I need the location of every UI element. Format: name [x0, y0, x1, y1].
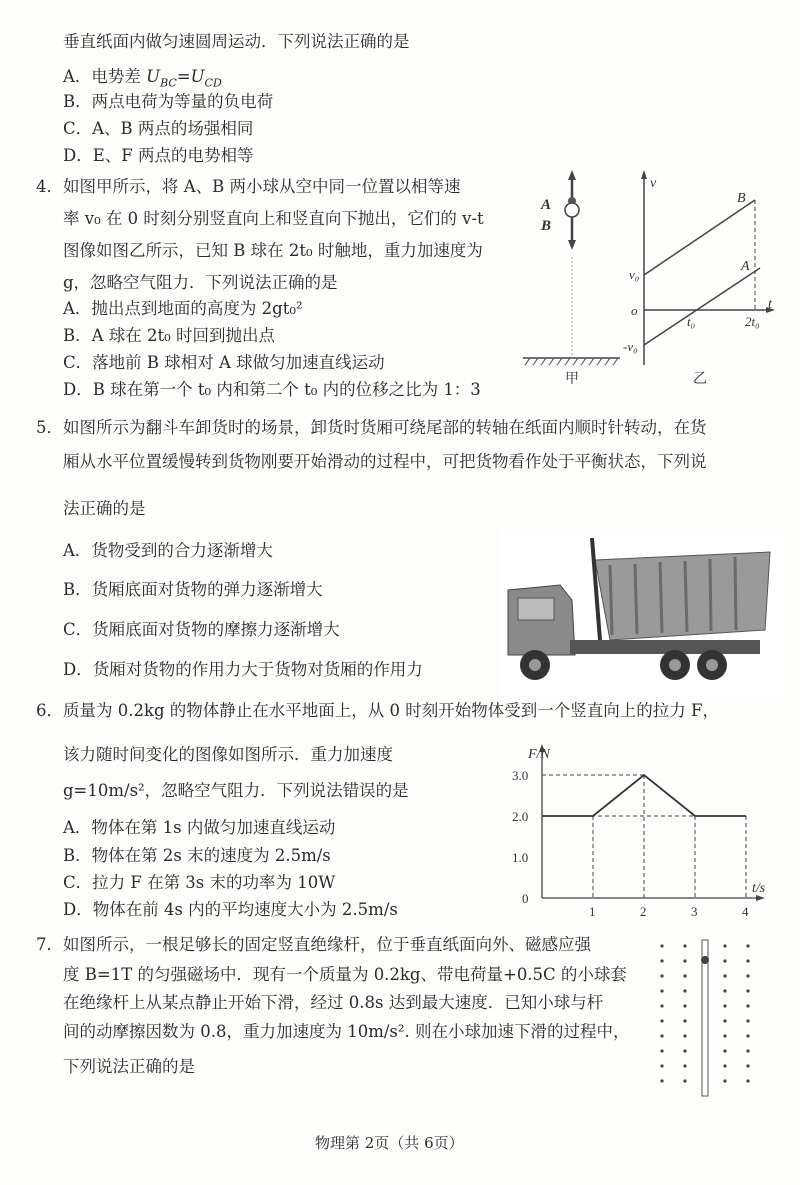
field-dot: [683, 974, 686, 977]
field-dot: [660, 944, 663, 947]
field-dot: [660, 989, 663, 992]
field-dot: [746, 1019, 749, 1022]
field-dot: [746, 989, 749, 992]
q4-stem-line: 率 v₀ 在 0 时刻分别竖直向上和竖直向下抛出，它们的 v-t: [63, 209, 484, 228]
field-dot: [723, 1019, 726, 1022]
field-dot: [723, 1079, 726, 1082]
field-dot: [746, 1079, 749, 1082]
q4-option-c: C．落地前 B 球相对 A 球做匀加速直线运动: [63, 353, 385, 372]
q7-stem-line: 如图所示，一根足够长的固定竖直绝缘杆，位于垂直纸面向外、磁感应强: [63, 935, 591, 954]
field-dot: [660, 1004, 663, 1007]
field-dot: [723, 974, 726, 977]
truck-bed: [595, 552, 770, 640]
field-dot: [660, 1064, 663, 1067]
field-dot: [746, 1004, 749, 1007]
y-tick-label: 3.0: [512, 768, 529, 783]
field-dot: [660, 1079, 663, 1082]
charged-ball: [701, 956, 709, 964]
force-time-chart: [490, 740, 780, 925]
q6-option-a: A．物体在第 1s 内做匀加速直线运动: [63, 818, 336, 837]
field-dot: [683, 1064, 686, 1067]
q3-option-d: D．E、F 两点的电势相等: [63, 146, 254, 165]
q5-option-b: B．货厢底面对货物的弹力逐渐增大: [63, 580, 323, 599]
q4-stem-line: 图像如图乙所示，已知 B 球在 2t₀ 时触地，重力加速度为: [63, 241, 483, 260]
q6-option-b: B．物体在第 2s 末的速度为 2.5m/s: [63, 846, 331, 865]
field-dot: [660, 974, 663, 977]
q7-stem-line: 间的动摩擦因数为 0.8，重力加速度为 10m/s². 则在小球加速下滑的过程中，: [63, 1022, 630, 1041]
neg-v0-label: -v₀: [623, 339, 638, 354]
field-dot: [683, 1034, 686, 1037]
field-dot: [683, 1004, 686, 1007]
field-dot: [660, 1019, 663, 1022]
q5-option-c: C．货厢底面对货物的摩擦力逐渐增大: [63, 620, 340, 639]
field-dot: [723, 1004, 726, 1007]
equals: =: [176, 67, 191, 86]
q6-stem-line: 该力随时间变化的图像如图所示．重力加速度: [63, 745, 393, 764]
y-tick-label: 2.0: [512, 809, 529, 824]
x-tick-label: 3: [691, 904, 698, 919]
caption-yi: 乙: [693, 372, 707, 387]
subscript: BC: [160, 76, 177, 90]
vt-graph: [623, 170, 775, 387]
q4-stem-line: g，忽略空气阻力．下列说法正确的是: [63, 273, 338, 292]
x-axis-label: t/s: [752, 881, 766, 896]
field-dot: [723, 959, 726, 962]
line-b-label: B: [737, 191, 746, 206]
x-tick-label: 1: [589, 904, 596, 919]
field-dot: [683, 1049, 686, 1052]
line-a: [644, 268, 760, 345]
field-dot: [660, 959, 663, 962]
q7-number: 7．: [36, 935, 63, 954]
x-axis-label: t: [768, 297, 772, 312]
magnetic-field-figure: [650, 938, 760, 1098]
q3-option-b: B．两点电荷为等量的负电荷: [63, 92, 274, 111]
q5-stem-line: 如图所示为翻斗车卸货时的场景，卸货时货厢可绕尾部的转轴在纸面内顺时针转动，在货: [63, 418, 707, 437]
q7-stem-line: 下列说法正确的是: [63, 1057, 195, 1076]
field-dot: [683, 959, 686, 962]
origin-label: o: [631, 303, 638, 318]
q3-stem-end: 垂直纸面内做匀速圆周运动．下列说法正确的是: [63, 32, 410, 51]
q6-option-d: D．物体在前 4s 内的平均速度大小为 2.5m/s: [63, 900, 398, 919]
field-dot: [723, 1034, 726, 1037]
field-dot: [746, 1034, 749, 1037]
q7-stem-line: 度 B=1T 的匀强磁场中．现有一个质量为 0.2kg、带电荷量+0.5C 的小球套: [63, 965, 627, 984]
u-symbol: U: [190, 67, 205, 86]
q5-option-d: D．货厢对货物的作用力大于货物对货厢的作用力: [63, 660, 423, 679]
field-dot: [723, 989, 726, 992]
caption-jia: 甲: [565, 372, 579, 387]
y-axis-label: F/N: [528, 747, 550, 762]
dump-truck-photo: [500, 530, 785, 695]
q7-stem-line: 在绝缘杆上从某点静止开始下滑，经过 0.8s 达到最大速度．已知小球与杆: [63, 993, 604, 1012]
field-dot: [723, 1064, 726, 1067]
field-dot: [723, 1049, 726, 1052]
field-dot: [683, 944, 686, 947]
field-dot: [660, 1034, 663, 1037]
field-dot: [723, 944, 726, 947]
field-dot: [746, 974, 749, 977]
q3-option-a-text: A．电势差: [63, 67, 147, 86]
page-footer: 物理第 2页（共 6页）: [315, 1134, 464, 1152]
line-a-label: A: [741, 259, 750, 274]
field-dot: [746, 1064, 749, 1067]
x-tick-label: 4: [742, 904, 749, 919]
q4-figure: [515, 165, 785, 390]
t0-label: t₀: [687, 314, 696, 329]
q4-option-a: A．抛出点到地面的高度为 2gt₀²: [63, 299, 303, 318]
figure-jia: [523, 170, 620, 387]
label-b: B: [541, 218, 552, 234]
q6-stem-line: 质量为 0.2kg 的物体静止在水平地面上，从 0 时刻开始物体受到一个竖直向上的拉力 F，: [63, 701, 719, 720]
field-dot: [683, 989, 686, 992]
y-tick-label: 1.0: [512, 850, 529, 865]
q3-option-c: C．A、B 两点的场强相同: [63, 119, 254, 138]
q5-stem-line: 厢从水平位置缓慢转到货物刚要开始滑动的过程中，可把货物看作处于平衡状态，下列说: [63, 452, 707, 471]
y-tick-label: 0: [522, 891, 529, 906]
q4-option-b: B．A 球在 2t₀ 时回到抛出点: [63, 326, 276, 345]
q4-stem-line: 如图甲所示，将 A、B 两小球从空中同一位置以相等速: [63, 177, 461, 196]
q6-option-c: C．拉力 F 在第 3s 末的功率为 10W: [63, 873, 336, 892]
field-dot: [746, 959, 749, 962]
2t0-label: 2t₀: [745, 314, 760, 329]
field-dot: [746, 944, 749, 947]
subscript: CD: [204, 76, 222, 90]
line-b: [644, 200, 755, 275]
u-symbol: U: [146, 67, 161, 86]
q6-stem-line: g=10m/s²，忽略空气阻力．下列说法错误的是: [63, 781, 409, 800]
q4-option-d: D．B 球在第一个 t₀ 内和第二个 t₀ 内的位移之比为 1：3: [63, 380, 481, 399]
q4-number: 4．: [36, 177, 63, 196]
v0-label: v₀: [629, 267, 640, 282]
x-tick-label: 2: [640, 904, 647, 919]
q5-number: 5．: [36, 418, 63, 437]
q6-number: 6．: [36, 701, 63, 720]
ball-b: [565, 203, 579, 217]
field-dot: [683, 1079, 686, 1082]
field-dot: [746, 1049, 749, 1052]
q5-stem-line: 法正确的是: [63, 499, 146, 518]
field-dot: [683, 1019, 686, 1022]
q5-option-a: A．货物受到的合力逐渐增大: [63, 541, 273, 560]
force-series-line: [542, 775, 746, 816]
y-axis-label: v: [650, 176, 657, 191]
field-dot: [660, 1049, 663, 1052]
label-a: A: [541, 197, 552, 213]
